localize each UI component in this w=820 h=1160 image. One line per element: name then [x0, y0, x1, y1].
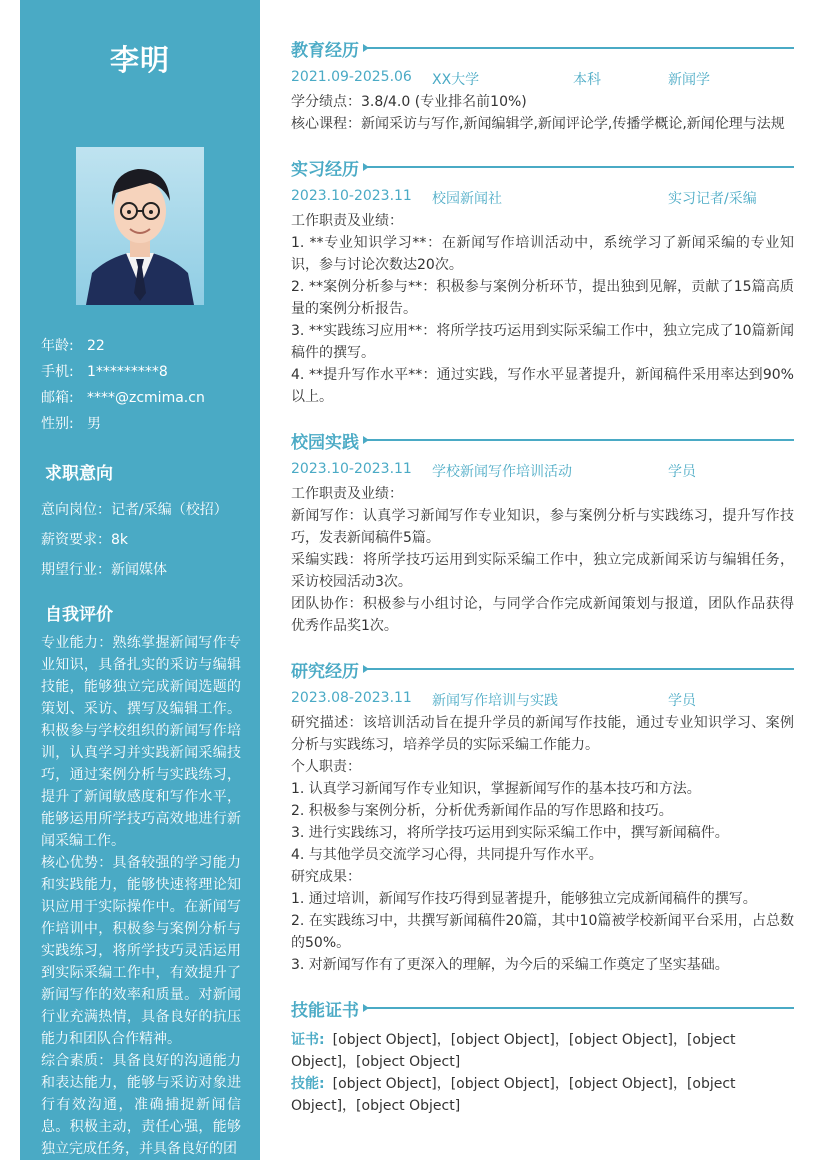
entry-date: 2023.10-2023.11 — [291, 188, 412, 204]
section-title: 实习经历 — [291, 159, 359, 180]
info-label: 手机: — [41, 364, 74, 380]
skills-value: [object Object]，[object Object]，[object Object]，[object Object]，[object Object] — [291, 1076, 736, 1114]
entry-meta — [291, 69, 794, 91]
entry-body — [291, 91, 794, 135]
entry-degree: 本科 — [573, 72, 601, 88]
campus-section — [291, 427, 794, 637]
info-email — [41, 385, 205, 411]
info-gender — [41, 411, 205, 437]
section-header — [291, 154, 794, 180]
entry-line: 新闻写作：认真学习新闻写作专业知识，参与案例分析与实践练习，提升写作技巧，发表新闻稿件5篇。 — [291, 508, 794, 546]
info-label: 邮箱: — [41, 390, 74, 406]
entry-org: 学校新闻写作培训活动 — [432, 464, 572, 480]
candidate-name: 李明 — [109, 43, 170, 77]
entry-line: 核心课程：新闻采访与写作,新闻编辑学,新闻评论学,传播学概论,新闻伦理与法规 — [291, 116, 785, 132]
entry-line: 2. **案例分析参与**：积极参与案例分析环节，提出独到见解，贡献了15篇高质量的案例分析报告。 — [291, 279, 794, 317]
entry-line: 个人职责： — [291, 759, 361, 775]
entry-line: 3. 进行实践练习，将所学技巧运用到实际采编工作中，撰写新闻稿件。 — [291, 825, 729, 841]
entry-line: 4. **提升写作水平**：通过实践，写作水平显著提升，新闻稿件采用率达到90%以上。 — [291, 367, 794, 405]
self-eval-paragraph: 专业能力：熟练掌握新闻写作专业知识，具备扎实的采访与编辑技能，能够独立完成新闻选题的策划、采访、撰写及编辑工作。积极参与学校组织的新闻写作培训，认真学习并实践新闻采编技巧，通过案例分析与实践练习，提升了新闻敏感度和写作水平，能够运用所学技巧高效地进行新闻采编工作。 — [41, 635, 241, 849]
section-divider — [367, 439, 794, 441]
entry-line: 2. 在实践练习中，共撰写新闻稿件20篇，其中10篇被学校新闻平台采用，占总数的50%。 — [291, 913, 794, 951]
entry-line: 学分绩点：3.8/4.0 (专业排名前10%) — [291, 94, 527, 110]
section-title: 教育经历 — [291, 40, 359, 61]
portrait-image — [76, 147, 204, 305]
intent-position: 意向岗位：记者/采编（校招） — [41, 502, 228, 518]
info-value: ****@zcmima.cn — [87, 390, 205, 406]
info-value: 男 — [87, 416, 101, 432]
entry-line: 团队协作：积极参与小组讨论，与同学合作完成新闻策划与报道，团队作品获得优秀作品奖1次。 — [291, 596, 794, 634]
entry-line: 1. 认真学习新闻写作专业知识，掌握新闻写作的基本技巧和方法。 — [291, 781, 701, 797]
self-eval-paragraph: 综合素质：具备良好的沟通能力和表达能力，能够与采访对象进行有效沟通，准确捕捉新闻信息。积极主动，责任心强，能够独立完成任务，并具备良好的团 — [41, 1053, 241, 1157]
skills-line — [291, 1073, 794, 1117]
entry-line: 3. **实践练习应用**：将所学技巧运用到实际采编工作中，独立完成了10篇新闻稿件的撰写。 — [291, 323, 794, 361]
section-header — [291, 35, 794, 61]
entry-role: 实习记者/采编 — [668, 191, 757, 207]
entry-meta — [291, 188, 794, 210]
profile-photo — [76, 147, 204, 305]
section-divider — [367, 47, 794, 49]
section-title: 校园实践 — [291, 432, 359, 453]
section-header — [291, 995, 794, 1021]
entry-role: 学员 — [668, 693, 696, 709]
entry-org: 新闻写作培训与实践 — [432, 693, 558, 709]
skills-label: 技能: — [291, 1076, 325, 1092]
section-divider — [367, 1007, 794, 1009]
entry-role: 学员 — [668, 464, 696, 480]
certificates-label: 证书: — [291, 1032, 325, 1048]
entry-meta — [291, 690, 794, 712]
entry-line: 研究描述：该培训活动旨在提升学员的新闻写作技能，通过专业知识学习、案例分析与实践练习，培养学员的实际采编工作能力。 — [291, 715, 794, 753]
section-header — [291, 427, 794, 453]
section-title: 技能证书 — [291, 1000, 359, 1021]
intent-title: 求职意向 — [45, 464, 113, 484]
entry-line: 工作职责及业绩： — [291, 486, 403, 502]
entry-date: 2021.09-2025.06 — [291, 69, 412, 85]
entry-line: 1. 通过培训，新闻写作技巧得到显著提升，能够独立完成新闻稿件的撰写。 — [291, 891, 757, 907]
sidebar — [20, 0, 260, 1160]
info-value: 22 — [87, 338, 105, 354]
section-divider — [367, 166, 794, 168]
entry-school: XX大学 — [432, 72, 480, 88]
section-header — [291, 656, 794, 682]
self-eval-paragraph: 核心优势：具备较强的学习能力和实践能力，能够快速将理论知识应用于实际操作中。在新闻写作培训中，积极参与案例分析与实践练习，将所学技巧灵活运用到实际采编工作中，有效提升了新闻写作的效率和质量。对新闻行业充满热情，具备良好的抗压能力和团队合作精神。 — [41, 855, 241, 1047]
intent-industry: 期望行业：新闻媒体 — [41, 562, 167, 578]
entry-line: 3. 对新闻写作有了更深入的理解，为今后的采编工作奠定了坚实基础。 — [291, 957, 729, 973]
entry-line: 1. **专业知识学习**：在新闻写作培训活动中，系统学习了新闻采编的专业知识，参与讨论次数达20次。 — [291, 235, 794, 273]
info-phone — [41, 359, 205, 385]
entry-body — [291, 483, 794, 637]
self-evaluation — [41, 632, 241, 1160]
entry-date: 2023.10-2023.11 — [291, 461, 412, 477]
entry-line: 研究成果： — [291, 869, 361, 885]
education-section — [291, 35, 794, 135]
entry-body — [291, 712, 794, 976]
entry-meta — [291, 461, 794, 483]
certificates-value: [object Object]，[object Object]，[object Object]，[object Object]，[object Object] — [291, 1032, 736, 1070]
certificates-line — [291, 1029, 794, 1073]
entry-major: 新闻学 — [668, 72, 710, 88]
job-intent — [41, 495, 228, 585]
info-label: 年龄: — [41, 338, 74, 354]
basic-info — [41, 333, 205, 437]
skills-section — [291, 995, 794, 1117]
section-title: 研究经历 — [291, 661, 359, 682]
entry-date: 2023.08-2023.11 — [291, 690, 412, 706]
intent-salary: 薪资要求：8k — [41, 532, 129, 548]
research-section — [291, 656, 794, 976]
info-value: 1*********8 — [87, 364, 168, 380]
internship-section — [291, 154, 794, 408]
info-age — [41, 333, 205, 359]
self-eval-title: 自我评价 — [45, 605, 113, 625]
section-divider — [367, 668, 794, 670]
entry-body — [291, 210, 794, 408]
info-label: 性别: — [41, 416, 74, 432]
entry-line: 工作职责及业绩： — [291, 213, 403, 229]
entry-line: 4. 与其他学员交流学习心得，共同提升写作水平。 — [291, 847, 603, 863]
entry-org: 校园新闻社 — [432, 191, 502, 207]
entry-line: 2. 积极参与案例分析，分析优秀新闻作品的写作思路和技巧。 — [291, 803, 673, 819]
entry-line: 采编实践：将所学技巧运用到实际采编工作中，独立完成新闻采访与编辑任务，采访校园活动3次。 — [291, 552, 794, 590]
